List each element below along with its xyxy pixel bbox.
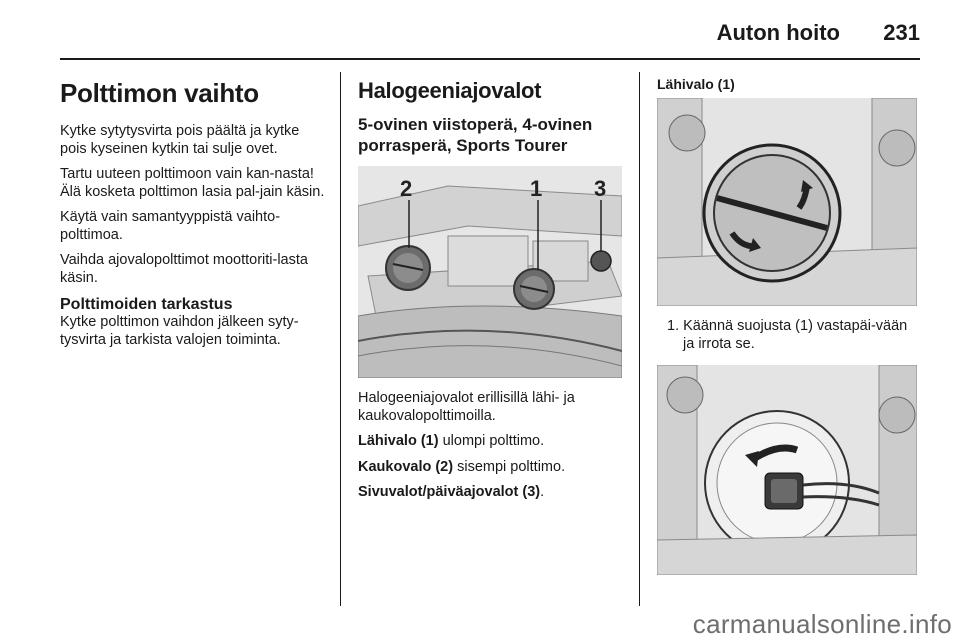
heading-halogen-headlights: Halogeeniajovalot <box>358 78 542 103</box>
paragraph: Halogeeniajovalot erillisillä lähi- ja kaukovalopolttimoilla. <box>358 390 575 424</box>
item-low-beam: Lähivalo (1) ulompi polttimo. <box>358 433 545 449</box>
watermark: carmanualsonline.info <box>692 609 952 639</box>
heading-bulb-replacement: Polttimon vaihto <box>60 78 259 108</box>
column-divider <box>340 72 341 606</box>
headlight-assembly-figure <box>358 166 622 378</box>
paragraph: Kytke polttimon vaihdon jälkeen syty-tysvirta ja tarkista valojen toiminta. <box>60 314 299 348</box>
paragraph: Kytke sytytysvirta pois päältä ja kytke pois kyseinen kytkin tai sulje ovet. <box>60 123 300 157</box>
page-header <box>60 12 920 58</box>
paragraph: Vaihda ajovalopolttimot moottoriti-lasta käsin. <box>60 252 308 286</box>
callout-2: 2 <box>400 176 413 201</box>
bulb-removal-figure <box>657 365 917 575</box>
instruction-steps <box>657 318 919 353</box>
paragraph: Käytä vain samantyyppistä vaihto-polttimoa. <box>60 209 281 243</box>
header-rule <box>60 58 920 60</box>
item-high-beam: Kaukovalo (2) sisempi polttimo. <box>358 458 566 475</box>
column-right <box>657 72 919 575</box>
page-number: 231 <box>883 20 920 45</box>
step-1: 1. Käännä suojusta (1) vastapäi-vään ja irrota se. <box>667 318 908 352</box>
column-divider <box>639 72 640 606</box>
column-left <box>60 72 328 357</box>
subheading-body-types: 5-ovinen viistoperä, 4-ovinen porrasperä, Sports Tourer <box>358 115 593 155</box>
item-side-lights: Sivuvalot/päiväajovalot (3). <box>358 484 545 500</box>
low-beam-label: Lähivalo (1) <box>657 76 735 92</box>
column-middle <box>358 72 622 510</box>
subheading-bulb-check: Polttimoiden tarkastus <box>60 296 233 313</box>
callout-1: 1 <box>530 176 543 201</box>
cover-rotation-figure <box>657 98 917 306</box>
paragraph: Tartu uuteen polttimoon vain kan-nasta! Älä kosketa polttimon lasia pal-jain käsin. <box>60 166 325 200</box>
callout-3: 3 <box>594 176 607 201</box>
section-title: Auton hoito <box>716 20 840 45</box>
